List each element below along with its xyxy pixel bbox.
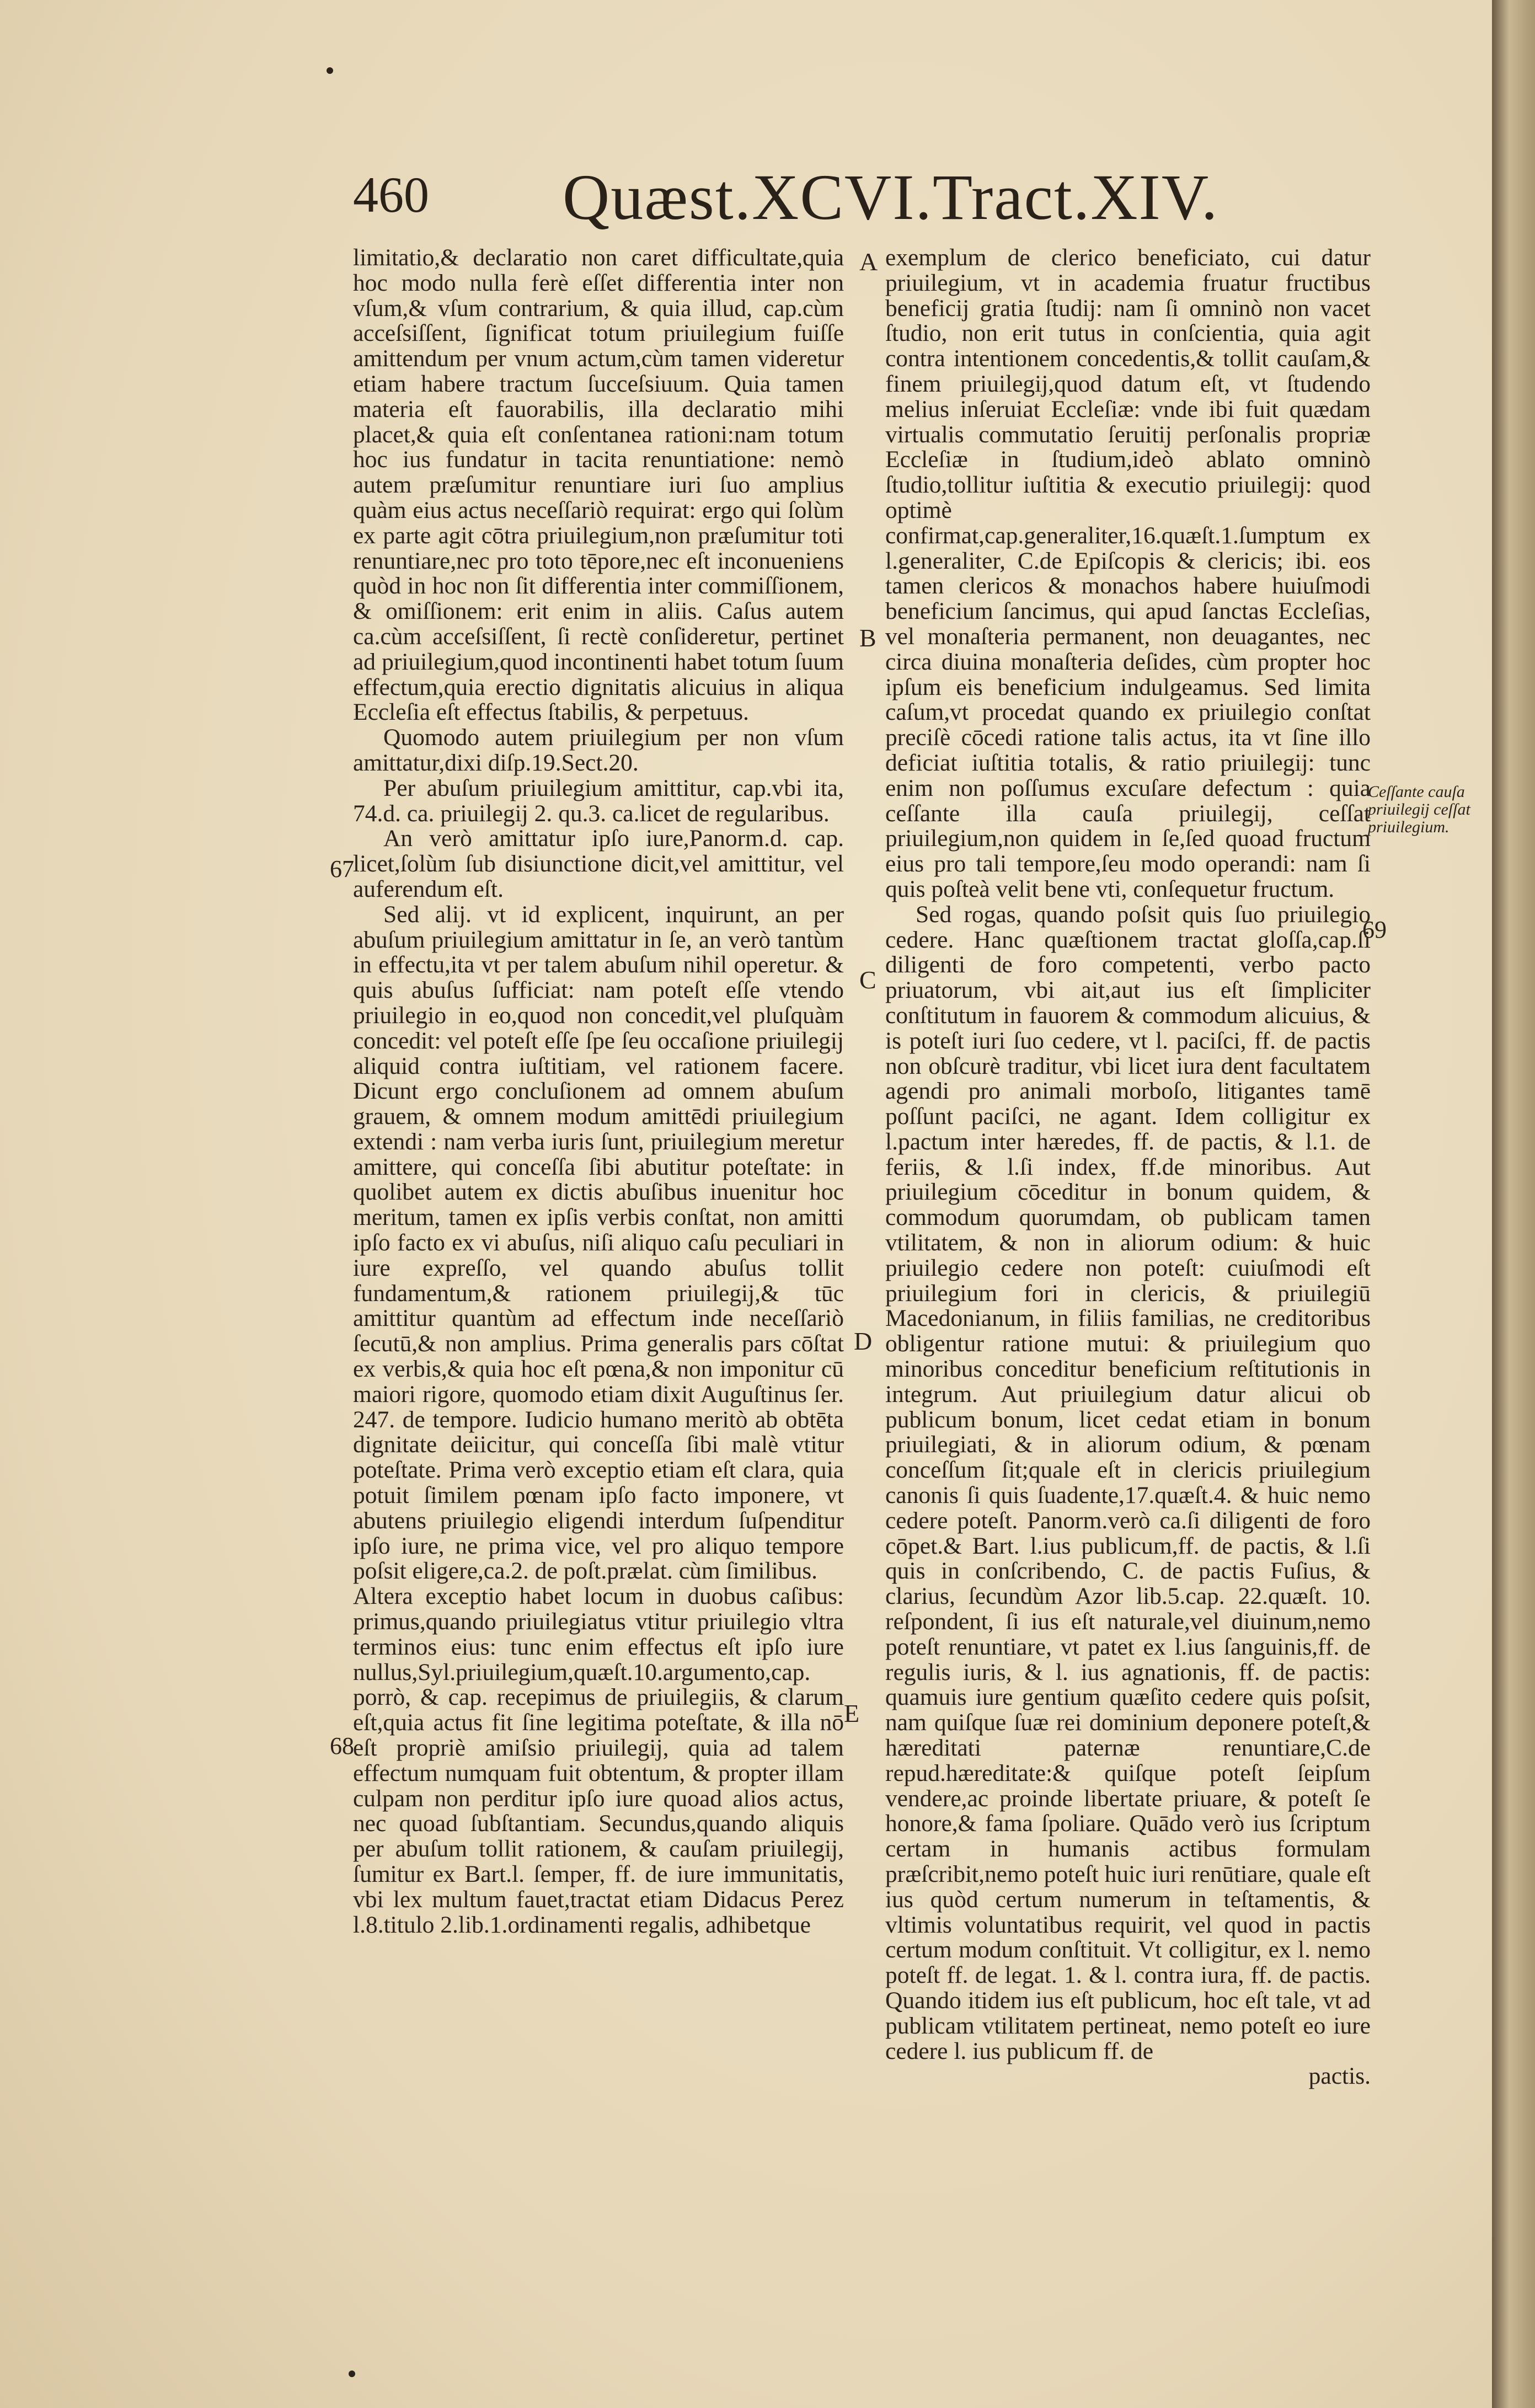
section-letter: C: [859, 966, 876, 994]
paragraph-number: 69: [1362, 916, 1387, 943]
left-paragraph: An verò amittatur ipſo iure,Panorm.d. cap. licet,ſolùm ſub disiunctione dicit,vel amittitur, vel auferendum eſt.: [353, 825, 844, 902]
right-column: [885, 245, 1371, 2089]
left-paragraph: Quomodo autem priuilegium per non vſum amittatur,dixi diſp.19.Sect.20.: [353, 724, 844, 776]
section-letter: A: [859, 248, 878, 276]
section-letter: B: [859, 624, 876, 652]
paragraph-number: 67: [330, 855, 354, 882]
right-paragraph: exemplum de clerico beneficiato, cui datur priuilegium, vt in academia fruatur fructibus beneficij gratia ſtudij: nam ſi omninò non vacet ſtudio, non erit tutus in conſcientia, quia agit contra intentionem concedentis,& tollit cauſam,& finem priuilegij,quod datum eſt, vt ſtudendo melius inſeruiat Eccleſiæ: vnde ibi fuit quædam virtualis commutatio ſeruitij perſonalis propriæ Eccleſiæ in ſtudium,ideò ablato omninò ſtudio,tollitur iuſtitia & executio priuilegij: quod optimè confirmat,cap.generaliter,16.quæſt.1.ſumptum ex l.generaliter, C.de Epiſcopis & clericis; ibi. eos tamen clericos & monachos habere huiuſmodi beneficium ſancimus, qui apud ſanctas Eccleſias, vel monaſteria permanent, non deuagantes, nec circa diuina monaſteria deſides, cùm propter hoc ipſum eis beneficium indulgeamus. Sed limita caſum,vt procedat quando ex priuilegio conſtat preciſè cōcedi ratione talis actus, ita vt ſine illo deficiat iuſtitia totalis, & ratio priuilegij: tunc enim non poſſumus excuſare defectum : quia ceſſante illa cauſa priuilegij, ceſſat priuilegium,non quidem in ſe,ſed quoad fructum eius pro tali tempore,ſeu modo operandi: nam ſi quis poſteà velit bene vti, conſequetur fructum.: [885, 244, 1371, 902]
left-column: [353, 245, 844, 1938]
section-letter: D: [854, 1327, 873, 1355]
left-paragraph: Per abuſum priuilegium amittitur, cap.vbi ita, 74.d. ca. priuilegij 2. qu.3. ca.licet de regularibus.: [353, 774, 844, 827]
section-letter: E: [844, 1699, 860, 1727]
page-number: 460: [353, 167, 429, 223]
left-paragraph: Sed alij. vt id explicent, inquirunt, an per abuſum priuilegium amittatur in ſe, an verò tantùm in effectu,ita vt per talem abuſum nihil operetur. & quis abuſus ſufficiat: nam poteſt eſſe vtendo priuilegio in eo,quod non concedit,vel pluſquàm concedit: vel poteſt eſſe ſpe ſeu occaſione priuilegij aliquid contra iuſtitiam, vel rationem facere. Dicunt ergo concluſionem ad omnem abuſum grauem, & omnem modum amittēdi priuilegium extendi : nam verba iuris ſunt, priuilegium meretur amittere, qui conceſſa ſibi abutitur poteſtate: in quolibet autem ex dictis abuſibus inuenitur hoc meritum, tamen ex ipſis verbis conſtat, non amitti ipſo facto ex vi abuſus, niſi aliquo caſu peculiari in iure expreſſo, vel quando abuſus tollit fundamentum,& rationem priuilegij,& tūc amittitur quantùm ad effectum inde neceſſariò ſecutū,& non amplius. Prima generalis pars cōſtat ex verbis,& quia hoc eſt pœna,& non imponitur cū maiori rigore, quomodo etiam dixit Auguſtinus ſer. 247. de tempore. Iudicio humano meritò ab obtēta dignitate deiicitur, qui conceſſa ſibi malè vtitur poteſtate. Prima verò exceptio etiam eſt clara, quia potuit ſimilem pœnam ipſo facto imponere, vt abutens priuilegio eligendi interdum ſuſpenditur ipſo iure, ne prima vice, vel pro aliquo tempore poſsit eligere,ca.2. de poſt.prælat. cùm ſimilibus.: [353, 901, 844, 1585]
book-gutter: [1492, 0, 1535, 2408]
left-paragraph: limitatio,& declaratio non caret difficultate,quia hoc modo nulla ferè eſſet differentia inter non vſum,& vſum contrarium, & quia illud, cap.cùm acceſsiſſent, ſignificat totum priuilegium fuiſſe amittendum per vnum actum,cùm tamen videretur etiam habere tractum ſucceſsiuum. Quia tamen materia eſt fauorabilis, illa declaratio mihi placet,& quia eſt conſentanea rationi:nam totum hoc ius fundatur in tacita renuntiatione: nemò autem præſumitur renuntiare iuri ſuo amplius quàm eius actus neceſſariò requirat: ergo qui ſolùm ex parte agit cōtra priuilegium,non præſumitur toti renuntiare,nec pro toto tēpore,nec eſt inconueniens quòd in hoc non ſit differentia inter commiſſionem, & omiſſionem: erit enim in aliis. Caſus autem ca.cùm acceſsiſſent, ſi rectè conſideretur, pertinet ad priuilegium,quod incontinenti habet totum ſuum effectum,quia erectio dignitatis alicuius in aliqua Eccleſia eſt effectus ſtabilis, & perpetuus.: [353, 244, 844, 726]
right-paragraph: Sed rogas, quando poſsit quis ſuo priuilegio cedere. Hanc quæſtionem tractat gloſſa,cap.ſi diligenti de foro competenti, verbo pacto priuatorum, vbi ait,aut ius eſt ſimpliciter conſtitutum in fauorem & commodum alicuius, & is poteſt iuri ſuo cedere, vt l. paciſci, ff. de pactis non obſcurè traditur, vbi licet iura dent facultatem agendi pro animali morboſo, litigantes tamē poſſunt paciſci, ne agant. Idem colligitur ex l.pactum inter hæredes, ff. de pactis, & l.1. de feriis, & l.ſi index, ff.de minoribus. Aut priuilegium cōceditur in bonum quidem, & commodum quorumdam, ob publicam tamen vtilitatem, & non in aliorum odium: & huic priuilegio cedere non poteſt: cuiuſmodi eſt priuilegium fori in clericis, & priuilegiū Macedonianum, in filiis familias, ne creditoribus obligentur ratione mutui: & priuilegium quo minoribus conceditur beneficium reſtitutionis in integrum. Aut priuilegium datur alicui ob publicum bonum, licet cedat etiam in bonum priuilegiati, & in aliorum odium, & pœnam conceſſum ſit;quale eſt in clericis priuilegium canonis ſi quis ſuadente,17.quæſt.4. & huic nemo cedere poteſt. Panorm.verò ca.ſi diligenti de foro cōpet.& Bart. l.ius publicum,ff. de pactis, & l.ſi quis in conſcribendo, C. de pactis Fuſius, & clarius, ſecundùm Azor lib.5.cap. 22.quæſt. 10. reſpondent, ſi ius eſt naturale,vel diuinum,nemo poteſt renuntiare, vt patet ex l.ius ſanguinis,ff. de regulis iuris, & l. ius agnationis, ff. de pactis: quamuis iure gentium quæſito cedere quis poſsit, nam quiſque ſuæ rei dominium deponere poteſt,& hæreditati paternæ renuntiare,C.de repud.hæreditate:& quiſque poteſt ſeipſum vendere,ac proinde libertate priuare, & poteſt ſe honore,& fama ſpoliare. Quādo verò ius ſcriptum certam in humanis actibus formulam præſcribit,nemo poteſt huic iuri renūtiare, quale eſt ius quòd certum numerum in teſtamentis, & vltimis voluntatibus requirit, vel quod in pactis certum modum conſtituit. Vt colligitur, ex l. nemo poteſt ff. de legat. 1. & l. contra iura, ff. de pactis. Quando itidem ius eſt publicum, hoc eſt tale, vt ad publicam vtilitatem pertineat, nemo poteſt eo iure cedere l. ius publicum ff. de: [885, 901, 1371, 2064]
catchword: pactis.: [1308, 2063, 1371, 2090]
paragraph-number: 68: [330, 1732, 354, 1759]
left-paragraph: Altera exceptio habet locum in duobus caſibus: primus,quando priuilegiatus vtitur priuilegio vltra terminos eius: tunc enim effectus eſt ipſo iure nullus,Syl.priuilegium,quæſt.10.argumento,cap. porrò, & cap. recepimus de priuilegiis, & clarum eſt,quia actus fit ſine legitima poteſtate, & illa nō eſt propriè amiſsio priuilegij, quia ad talem effectum numquam fuit obtentum, & propter illam culpam non perditur ipſo iure quoad alios actus, nec quoad ſubſtantiam. Secundus,quando aliquis per abuſum tollit rationem, & cauſam priuilegij, ſumitur ex Bart.l. ſemper, ff. de iure immunitatis, vbi lex multum fauet,tractat etiam Didacus Perez l.8.titulo 2.lib.1.ordinamenti regalis, adhibetque: [353, 1583, 844, 1938]
running-title: Quæst.XCVI.Tract.XIV.: [563, 161, 1219, 233]
ink-dot: [349, 2370, 355, 2377]
ink-dot: [327, 67, 333, 74]
margin-note: Ceſſante cauſa priuilegij ceſſat priuilegium.: [1368, 783, 1470, 836]
